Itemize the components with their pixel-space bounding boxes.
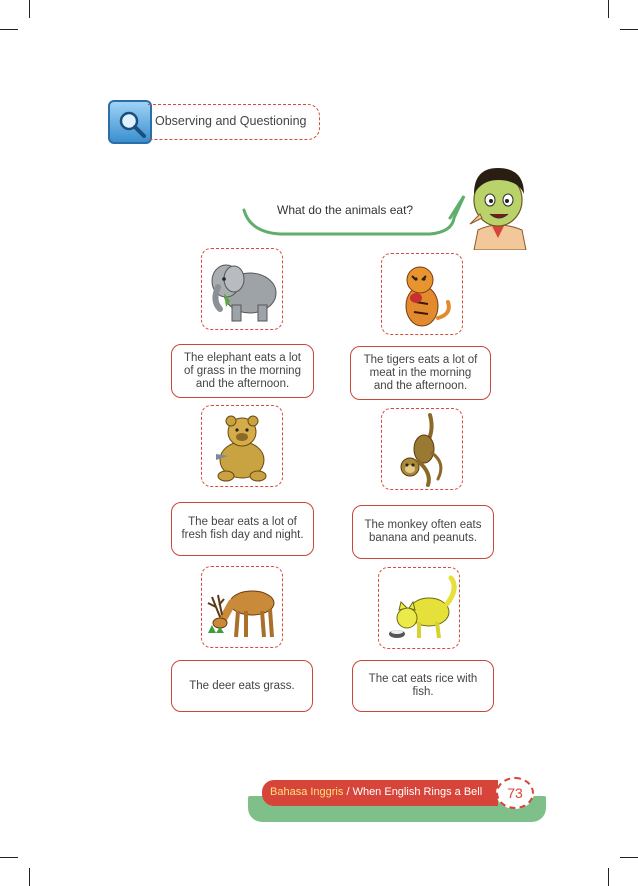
monkey-image-card	[381, 408, 463, 490]
footer-separator: /	[343, 786, 353, 798]
elephant-text-box: The elephant eats a lot of grass in the morning and the afternoon.	[171, 344, 314, 398]
bear-icon	[202, 406, 284, 488]
crop-mark	[0, 29, 18, 30]
footer-running-title	[270, 786, 482, 798]
monkey-icon	[382, 409, 464, 491]
deer-text-box: The deer eats grass.	[171, 660, 313, 712]
question-text: What do the animals eat?	[277, 203, 414, 217]
crop-mark	[620, 857, 638, 858]
elephant-icon	[202, 249, 284, 331]
tiger-text-box: The tigers eats a lot of meat in the morning and the afternoon.	[350, 346, 491, 400]
monkey-text-box: The monkey often eats banana and peanuts.	[352, 505, 494, 559]
crop-mark	[620, 29, 638, 30]
bear-text-box: The bear eats a lot of fresh fish day and night.	[171, 502, 314, 556]
deer-icon	[202, 567, 284, 649]
section-title: Observing and Questioning	[155, 114, 307, 128]
crop-mark	[608, 0, 609, 18]
crop-mark	[29, 868, 30, 886]
footer-chapter-title: When English Rings a Bell	[352, 786, 483, 798]
cat-text-box: The cat eats rice with fish.	[352, 660, 494, 712]
tiger-image-card	[381, 253, 463, 335]
elephant-image-card	[201, 248, 283, 330]
crop-mark	[608, 868, 609, 886]
magnifier-icon	[108, 100, 152, 144]
boy-character-icon	[462, 160, 534, 250]
cat-icon	[379, 568, 461, 650]
crop-mark	[0, 857, 18, 858]
tiger-icon	[382, 254, 464, 336]
deer-image-card	[201, 566, 283, 648]
footer-book-title: Bahasa Inggris	[270, 786, 344, 798]
page-number: 73	[496, 777, 534, 809]
cat-image-card	[378, 567, 460, 649]
crop-mark	[29, 0, 30, 18]
bear-image-card	[201, 405, 283, 487]
